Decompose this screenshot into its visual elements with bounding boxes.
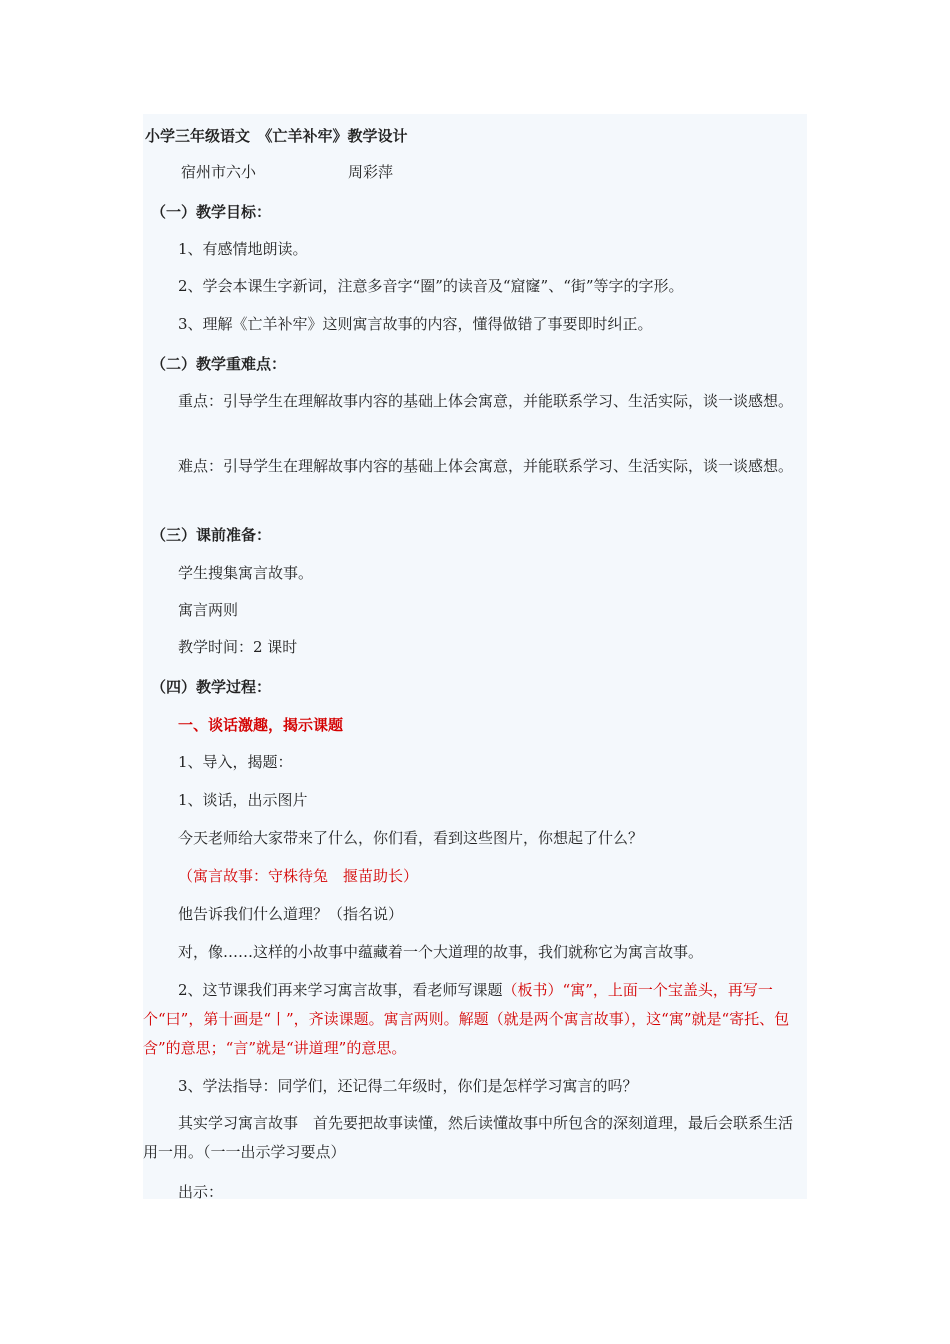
section-heading: （二）教学重难点： <box>151 355 287 373</box>
paragraph: 今天老师给大家带来了什么，你们看，看到这些图片，你想起了什么？ <box>178 829 644 847</box>
paragraph: 他告诉我们什么道理？（指名说） <box>178 905 404 923</box>
teaching-time: 教学时间：2 课时 <box>178 638 298 656</box>
author-school: 宿州市六小 <box>181 163 257 181</box>
paragraph: 1、导入，揭题： <box>178 753 293 771</box>
paragraph-highlight: （寓言故事：守株待兔 揠苗助长） <box>178 867 419 885</box>
goal-item: 1、有感情地朗读。 <box>178 240 308 258</box>
prep-item: 学生搜集寓言故事。 <box>178 564 314 582</box>
paragraph: 3、学法指导：同学们，还记得二年级时，你们是怎样学习寓言的吗？ <box>178 1077 638 1095</box>
paragraph-text: 2、这节课我们再来学习寓言故事，看老师写课题 <box>178 981 503 999</box>
paragraph: 1、谈话，出示图片 <box>178 791 308 809</box>
step-heading: 一、谈话激趣，揭示课题 <box>178 716 344 734</box>
paragraph-mixed <box>143 976 799 1063</box>
paragraph: 出示： <box>178 1183 224 1199</box>
author-name: 周彩萍 <box>348 163 394 181</box>
doc-title: 小学三年级语文 《亡羊补牢》教学设计 <box>145 127 408 145</box>
prep-item: 寓言两则 <box>178 601 239 619</box>
goal-item: 3、理解《亡羊补牢》这则寓言故事的内容，懂得做错了事要即时纠正。 <box>178 315 653 333</box>
difficult-point: 难点：引导学生在理解故事内容的基础上体会寓意，并能联系学习、生活实际，谈一谈感想。 <box>178 457 794 475</box>
paragraph: 其实学习寓言故事 首先要把故事读懂，然后读懂故事中所包含的深刻道理，最后会联系生活用一用。（一一出示学习要点） <box>143 1114 794 1161</box>
section-heading: （一）教学目标： <box>151 203 272 221</box>
section-heading: （四）教学过程： <box>151 678 272 696</box>
document-panel <box>143 114 807 1199</box>
key-point: 重点：引导学生在理解故事内容的基础上体会寓意，并能联系学习、生活实际，谈一谈感想。 <box>178 392 794 410</box>
section-heading: （三）课前准备： <box>151 526 272 544</box>
paragraph-highlight: （板书）“寓”，上面一个宝盖头，再写一个“曰”，第十画是“丨”，齐读课题。寓言两则。解题（就是两个寓言故事），这“寓”就是“寄托、包含”的意思；“言”就是“讲道理”的意思。 <box>143 981 790 1057</box>
goal-item: 2、学会本课生字新词，注意多音字“圈”的读音及“窟窿”、“街”等字的字形。 <box>178 277 684 295</box>
paragraph: 对，像……这样的小故事中蕴藏着一个大道理的故事，我们就称它为寓言故事。 <box>178 943 704 961</box>
